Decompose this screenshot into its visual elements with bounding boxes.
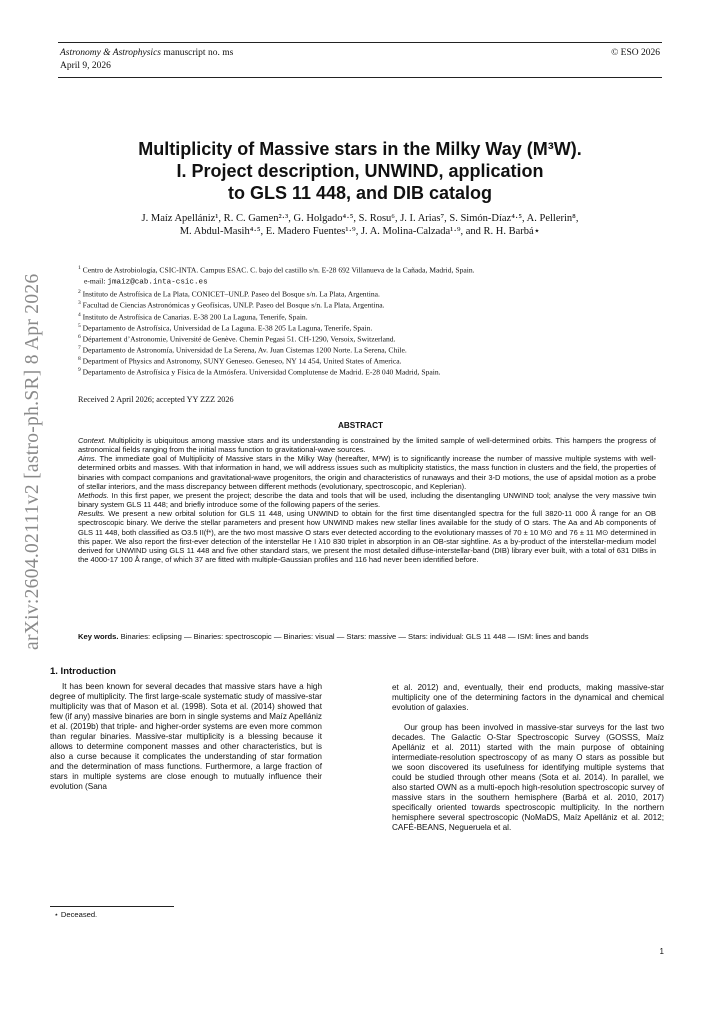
right-column — [392, 683, 664, 833]
title-line-2: I. Project description, UNWIND, application — [176, 161, 544, 181]
methods-label: Methods. — [78, 490, 109, 500]
affiliation-text: Instituto de Astrofísica de Canarias. E-38 200 La Laguna, Tenerife, Spain. — [82, 312, 308, 322]
email-link[interactable]: jmaiz@cab.inta-csic.es — [107, 278, 208, 287]
abstract-methods — [78, 491, 656, 509]
title-line-1: Multiplicity of Massive stars in the Milky Way (M³W). — [138, 139, 582, 159]
running-header — [58, 42, 662, 78]
affiliation-text: Departamento de Astronomía, Universidad de La Serena, Av. Juan Cisternas 1200 Norte. La Serena, Chile. — [82, 345, 407, 355]
results-label: Results. — [78, 509, 106, 519]
affiliation-number: 4 — [78, 311, 81, 318]
page-number: 1 — [659, 947, 664, 956]
affiliation-text: Department of Physics and Astronomy, SUNY Geneseo. Geneseo, NY 14 454, United States of America. — [82, 356, 402, 366]
affiliation-text: Departamento de Astrofísica, Universidad de La Laguna. E-38 205 La Laguna, Tenerife, Spain. — [82, 323, 373, 333]
results-text: We present a new orbital solution for GLS 11 448, using UNWIND to obtain for the first time disentangled spectra for the full 3820-11 000 Å range for an OB spectroscopic binary. We derive the stellar parameters and present how UNWIND makes new stellar lines available for the study of O stars. The Aa and Ab components of GLS 11 448, both classified as O3.5 II(f*), are the two most massive O stars ever detected according to the evolutionary masses of 70 ± 10 M⊙ and 76 ± 11 M⊙ determined in this paper. We also report the first-ever detection of the interstellar He I λ10 830 triplet in absorption in an OB-star sightline. As a by-product of the interstellar-medium model derived for UNWIND using GLS 11 448 and five other standard stars, we present the most detailed diffuse-interstellar-band (DIB) library ever built, with a total of 631 DIBs in the 4000-17 100 Å range, of which 37 are fitted with multiple-Gaussian profiles and 116 had never been identified before. — [78, 509, 656, 565]
affiliation-number: 8 — [78, 356, 81, 362]
title-line-3: to GLS 11 448, and DIB catalog — [227, 183, 493, 203]
keywords-text: Binaries: eclipsing — Binaries: spectroscopic — Binaries: visual — Stars: massive — Stars: individual: GLS 11 448 — ISM: lines and bands — [118, 632, 589, 641]
abstract — [78, 436, 656, 564]
paper-title — [60, 138, 660, 204]
abstract-aims — [78, 454, 656, 491]
context-text: Multiplicity is ubiquitous among massive stars and its understanding is constrained by the limited sample of well-determined orbits. This hampers the progress of astronomical fields ranging from the initial mass function to gravitational-wave sources. — [78, 436, 656, 455]
affiliation-number: 1 — [78, 265, 81, 271]
affiliations — [78, 264, 668, 377]
affiliation-number: 9 — [78, 367, 81, 374]
intro-paragraph-1-cont: et al. 2012) and, eventually, their end products, making massive-star multiplicity one of the determining factors in the dynamical and chemical evolution of galaxies. — [392, 683, 664, 712]
intro-paragraph-1: It has been known for several decades that massive stars have a high degree of multiplicity. The first large-scale systematic study of massive-star multiplicity was that of Mason et al. (1998). Sota et al. (2014) showed that few (if any) massive binaries are born in single systems and Maíz Apellániz et al. (2019b) that triple- and higher-order systems are even more common than regular binaries. Massive-star multiplicity is a blessing because it allows to determine component masses and other characteristics, but is also a curse because it complicates the understanding of star formation and the determination of mass functions. Furthermore, a large fraction of stars in multiple systems are close enough to mutually influence their evolution (Sana — [50, 682, 322, 791]
abstract-results — [78, 509, 656, 564]
aims-text: The immediate goal of Multiplicity of Massive stars in the Milky Way (hereafter, M³W) is to significantly increase the number of massive multiple systems with well-determined orbits and masses. With that information in hand, we will address issues such as multiplicity statistics, the mass function in clusters and the field, the properties of binaries with compact companions and gravitational-wave progenitors, the origin and characteristics of runaways and their 3-D motions, the use of apsidal motion as a probe of stellar interiors, and the mass discrepancy between different methods (evolutionary, spectroscopic, and Keplerian). — [78, 454, 656, 491]
footnote: ⋆ Deceased. — [54, 910, 98, 919]
abstract-context — [78, 436, 656, 454]
affiliation-number: 6 — [78, 333, 81, 340]
affiliation-item — [78, 275, 668, 288]
received-line: Received 2 April 2026; accepted YY ZZZ 2026 — [78, 395, 234, 404]
affiliation-text: Facultad de Ciencias Astronómicas y Geofísicas, UNLP. Paseo del Bosque s/n. La Plata, Argentina. — [82, 300, 385, 310]
abstract-heading: ABSTRACT — [337, 421, 384, 430]
authors-line-2: M. Abdul-Masih⁴·⁵, E. Madero Fuentes¹·⁹, J. A. Molina-Calzada¹·⁹, and R. H. Barbá⋆ — [179, 226, 541, 237]
affiliation-text: Instituto de Astrofísica de La Plata, CONICET–UNLP. Paseo del Bosque s/n. La Plata, Argentina. — [82, 289, 380, 299]
affiliation-text: Département d’Astronomie, Université de Genève. Chemin Pegasi 51. CH-1290, Versoix, Switzerland. — [82, 334, 396, 344]
affiliation-item — [78, 366, 668, 377]
affiliation-text: e-mail: — [84, 276, 108, 286]
arxiv-id: arXiv:2604.02111v2 [astro-ph.SR] 8 Apr 2026 — [22, 273, 43, 650]
affiliation-item — [78, 333, 668, 344]
affiliation-text: Centro de Astrobiología, CSIC-INTA. Campus ESAC. C. bajo del castillo s/n. E-28 692 Villanueva de la Cañada, Madrid, Spain. — [82, 265, 475, 275]
footnote-rule — [50, 906, 174, 907]
intro-paragraph-2: Our group has been involved in massive-star surveys for the last two decades. The Galactic O-Star Spectroscopic Survey (GOSSS, Maíz Apellániz et al. 2011) started with the main purpose of obtaining intermediate-resolution spectroscopy of as many O stars as possible but we soon discovered its usefulness for identifying multiple systems that could be studied through other means (Sota et al. 2014). In parallel, we also started OWN as a multi-epoch high-resolution spectroscopic survey of massive stars in the southern hemisphere (Barbá et al. 2010, 2017) specifically oriented towards spectroscopic multiplicity. In the northern hemisphere several spectroscopic (NoMaDS, Maíz Apellániz et al. 2012; CAFÉ-BEANS, Negueruela et al. — [392, 723, 664, 832]
authors-line-1: J. Maíz Apellániz¹, R. C. Gamen²·³, G. Holgado⁴·⁵, S. Rosu⁶, J. I. Arias⁷, S. Simón-Díaz⁴·⁵, A. Pellerin⁸, — [141, 213, 579, 224]
keywords — [78, 632, 656, 641]
affiliation-number: 2 — [78, 289, 81, 296]
affiliation-item — [78, 344, 668, 355]
affiliation-number: 5 — [78, 322, 81, 329]
affiliation-number: 3 — [78, 300, 81, 307]
affiliation-item — [78, 264, 668, 275]
affiliation-item — [78, 299, 668, 310]
journal-name: Astronomy & Astrophysics — [60, 48, 161, 58]
affiliation-number: 7 — [78, 344, 81, 351]
author-list — [70, 212, 650, 238]
keywords-label: Key words. — [78, 632, 119, 641]
affiliation-text: Departamento de Astrofísica y Física de la Atmósfera. Universidad Complutense de Madrid. E-28 040 Madrid, Spain. — [82, 367, 441, 377]
context-label: Context. — [78, 436, 106, 445]
copyright: © ESO 2026 — [611, 48, 660, 58]
affiliation-item — [78, 355, 668, 366]
affiliation-item — [78, 288, 668, 299]
header-date: April 9, 2026 — [60, 61, 111, 71]
manuscript-number: manuscript no. ms — [163, 48, 234, 58]
aims-label: Aims. — [78, 454, 97, 464]
affiliation-item — [78, 311, 668, 322]
section-heading: 1. Introduction — [50, 666, 116, 677]
methods-text: In this first paper, we present the project; describe the data and tools that will be used, including the disentangling UNWIND tool; analyse the very massive twin binary system GLS 11 448; and briefly introduce some of the following papers of the series. — [78, 490, 656, 510]
left-column — [50, 667, 322, 792]
journal-line — [60, 47, 233, 59]
affiliation-item — [78, 322, 668, 333]
